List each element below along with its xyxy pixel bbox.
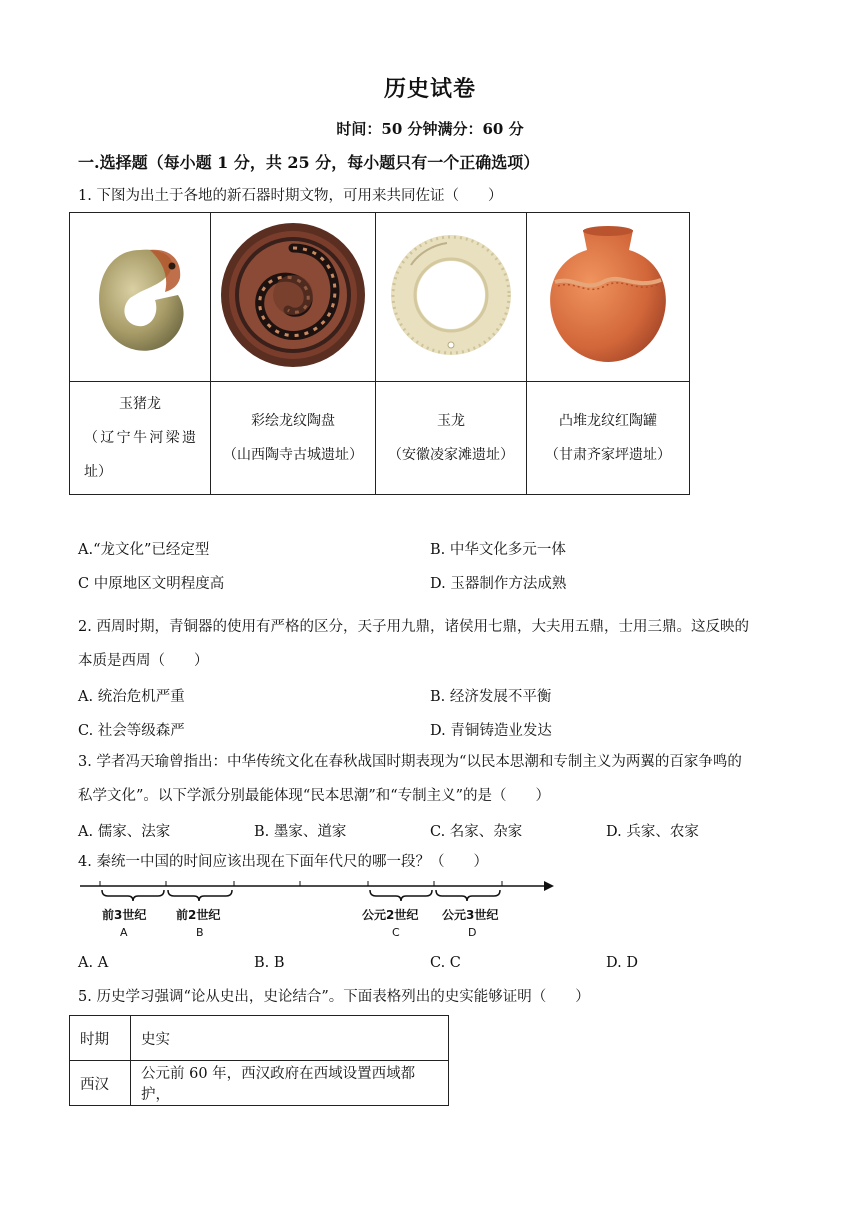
timeline-label: 前2世纪 — [176, 908, 221, 922]
question-2-stem-cont: 本质是西周（ ） — [78, 653, 209, 669]
artifact-site: （甘肃齐家坪遗址） — [545, 447, 671, 463]
question-3-stem-cont: 私学文化”。以下学派分别最能体现“民本思潮”和“专制主义”的是（ ） — [78, 788, 551, 804]
artifact-caption — [376, 382, 527, 495]
q4-option-d[interactable]: D. D — [606, 955, 638, 971]
q4-option-c[interactable]: C. C — [430, 955, 461, 971]
table-cell-fact: 公元前 60 年，西汉政府在西域设置西域都护， — [131, 1061, 449, 1106]
q3-option-c[interactable]: C. 名家、杂家 — [430, 824, 523, 840]
q2-option-d[interactable]: D. 青铜铸造业发达 — [430, 723, 552, 739]
q2-option-b[interactable]: B. 经济发展不平衡 — [430, 689, 552, 705]
artifact-site: （辽宁牛河梁遗 — [84, 430, 196, 446]
artifact-site: 址） — [84, 464, 112, 480]
painted-dragon-pottery-plate-image — [218, 220, 368, 370]
red-pottery-jar-image — [533, 220, 683, 370]
timeline-label: 公元2世纪 — [362, 908, 419, 922]
table-header-fact: 史实 — [131, 1016, 449, 1061]
artifact-image-cell — [376, 213, 527, 382]
jade-pig-dragon-image — [80, 220, 200, 370]
timeline-label: 前3世纪 — [102, 908, 147, 922]
artifact-image-cell — [70, 213, 211, 382]
artifact-caption — [211, 382, 376, 495]
q2-option-a[interactable]: A. 统治危机严重 — [78, 689, 185, 705]
q1-option-b[interactable]: B. 中华文化多元一体 — [430, 542, 566, 558]
artifact-name: 彩绘龙纹陶盘 — [251, 413, 335, 429]
exam-info: 时间：50 分钟满分：60 分 — [336, 120, 524, 138]
timeline-letter: A — [120, 926, 128, 939]
timeline-label: 公元3世纪 — [442, 908, 499, 922]
table-header-row — [70, 1016, 449, 1061]
question-2-stem: 2. 西周时期，青铜器的使用有严格的区分，天子用九鼎，诸侯用七鼎，大夫用五鼎，士用三鼎。这反映的 — [78, 619, 749, 635]
q3-option-b[interactable]: B. 墨家、道家 — [254, 824, 347, 840]
q1-option-c[interactable]: C 中原地区文明程度高 — [78, 576, 225, 592]
question-3-stem: 3. 学者冯天瑜曾指出：中华传统文化在春秋战国时期表现为“以民本思潮和专制主义为两翼的百家争鸣的 — [78, 754, 742, 770]
artifact-name: 玉猪龙 — [119, 396, 161, 412]
history-table — [69, 1015, 449, 1106]
q4-option-b[interactable]: B. B — [254, 955, 285, 971]
jade-dragon-ring-image — [381, 225, 521, 365]
section-heading: 一.选择题（每小题 1 分，共 25 分，每小题只有一个正确选项） — [78, 153, 540, 172]
artifact-site: （安徽凌家滩遗址） — [388, 447, 514, 463]
artifact-image-cell — [211, 213, 376, 382]
artifact-site: （山西陶寺古城遗址） — [223, 447, 363, 463]
artifact-caption — [70, 382, 211, 495]
q1-option-a[interactable]: A.“龙文化”已经定型 — [78, 542, 210, 558]
artifact-image-cell — [527, 213, 690, 382]
table-header-period: 时期 — [70, 1016, 131, 1061]
artifact-caption — [527, 382, 690, 495]
timeline-letter: C — [392, 926, 400, 939]
question-4-stem: 4. 秦统一中国的时间应该出现在下面年代尺的哪一段？（ ） — [78, 854, 488, 870]
q3-option-d[interactable]: D. 兵家、农家 — [606, 824, 699, 840]
q1-option-d[interactable]: D. 玉器制作方法成熟 — [430, 576, 567, 592]
artifact-name: 玉龙 — [437, 413, 465, 429]
question-1-stem: 1. 下图为出土于各地的新石器时期文物，可用来共同佐证（ ） — [78, 188, 503, 204]
artifact-name: 凸堆龙纹红陶罐 — [559, 413, 657, 429]
timeline-letter: B — [196, 926, 204, 939]
q2-option-c[interactable]: C. 社会等级森严 — [78, 723, 185, 739]
q3-option-a[interactable]: A. 儒家、法家 — [78, 824, 171, 840]
q4-option-a[interactable]: A. A — [78, 955, 109, 971]
artifact-table — [69, 212, 690, 495]
timeline — [78, 876, 558, 946]
timeline-letter: D — [468, 926, 477, 939]
question-5-stem: 5. 历史学习强调“论从史出，史论结合”。下面表格列出的史实能够证明（ ） — [78, 989, 590, 1005]
page-title: 历史试卷 — [383, 76, 476, 102]
table-cell-period: 西汉 — [70, 1061, 131, 1106]
table-row — [70, 1061, 449, 1106]
